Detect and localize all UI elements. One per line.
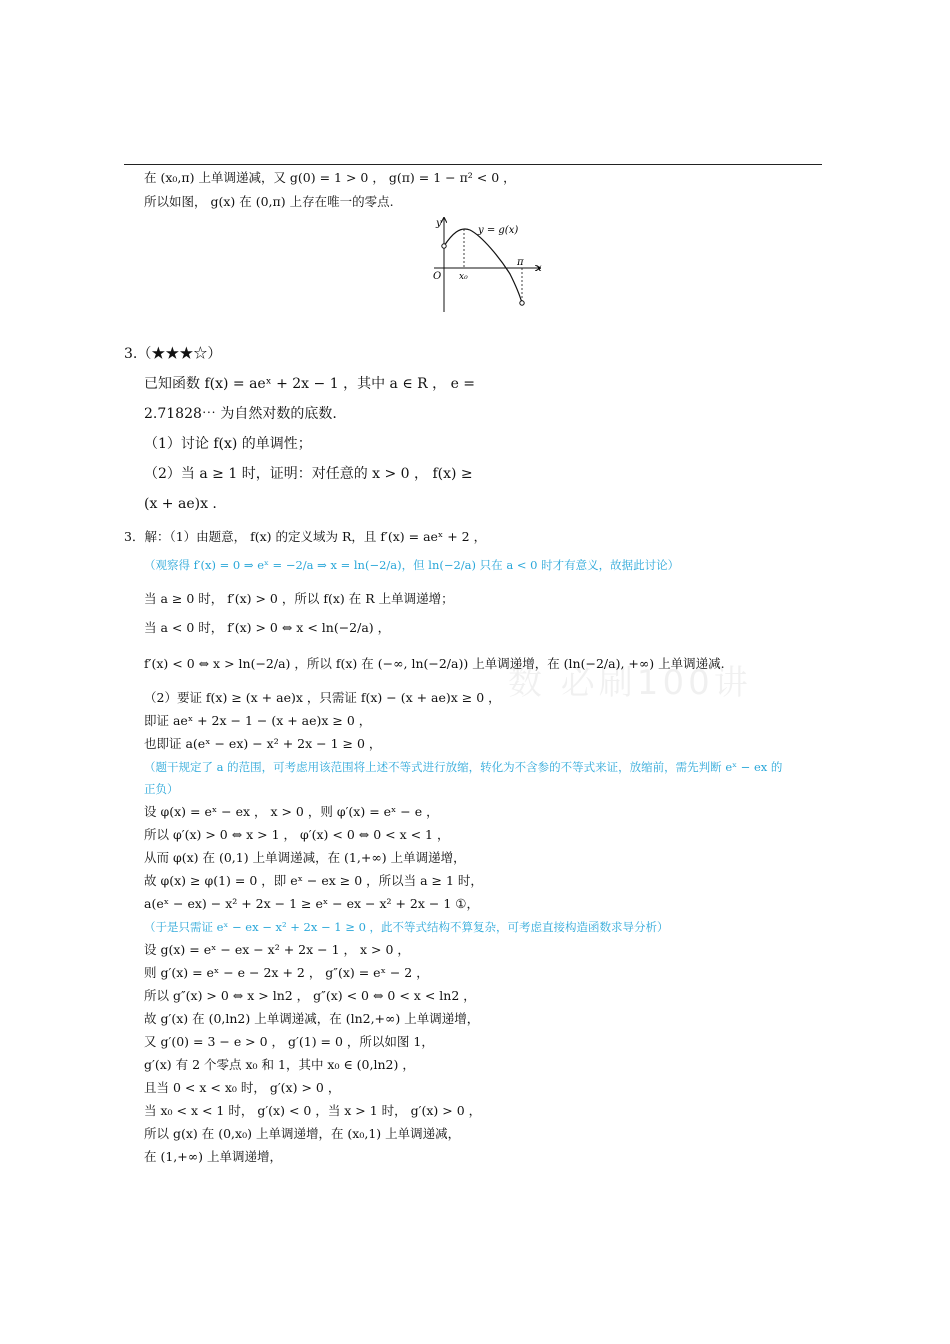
solution-line: 3．解：（1）由题意， f(x) 的定义域为 R，且 f′(x) = aeˣ + 2 ， (124, 529, 487, 544)
problem-line: （1）讨论 f(x) 的单调性； (144, 436, 312, 452)
function-graph (422, 214, 552, 314)
curve (444, 229, 522, 303)
solution-line: 在 (1,+∞) 上单调递增， (144, 1149, 283, 1164)
watermark: 数 必刷100讲 (508, 663, 752, 703)
solution-line: 所以 φ′(x) > 0 ⇔ x > 1 ， φ′(x) < 0 ⇔ 0 < x < 1 ， (144, 827, 450, 842)
solution-line: 故 g′(x) 在 (0,ln2) 上单调递减，在 (ln2,+∞) 上单调递增， (144, 1011, 480, 1026)
solution-note: （观察得 f′(x) = 0 ⇒ eˣ = −2/a ⇒ x = ln(−2/a)，但 ln(−2/a) 只在 a < 0 时才有意义，故据此讨论） (144, 558, 680, 572)
text-line: 在 (x₀,π) 上单调递减，又 g(0) = 1 > 0 ， g(π) = 1 − π² < 0 ， (144, 170, 516, 185)
solution-line: 即证 aeˣ + 2x − 1 − (x + ae)x ≥ 0 ， (144, 713, 372, 728)
solution-line: 设 φ(x) = eˣ − ex ， x > 0 ，则 φ′(x) = eˣ − e ， (144, 804, 439, 819)
solution-line: a(eˣ − ex) − x² + 2x − 1 ≥ eˣ − ex − x² + 2x − 1 ①， (144, 896, 479, 911)
pi-label: π (517, 257, 524, 268)
problem-line: 已知函数 f(x) = aeˣ + 2x − 1 ，其中 a ∈ R ， e = (144, 376, 476, 392)
solution-line: （2）要证 f(x) ≥ (x + ae)x ，只需证 f(x) − (x + ae)x ≥ 0 ， (144, 690, 501, 705)
problem-number: 3.（★★★☆） (124, 346, 222, 362)
origin-label: O (433, 271, 442, 282)
solution-note: （于是只需证 eˣ − ex − x² + 2x − 1 ≥ 0 ，此不等式结构不算复杂，可考虑直接构造函数求导分析） (144, 920, 669, 934)
x-axis-label: x (536, 263, 542, 274)
solution-line: 设 g(x) = eˣ − ex − x² + 2x − 1 ， x > 0 ， (144, 942, 410, 957)
solution-line: 又 g′(0) = 3 − e > 0 ， g′(1) = 0 ，所以如图 1， (144, 1034, 434, 1049)
solution-line: 且当 0 < x < x₀ 时， g′(x) > 0 ， (144, 1080, 341, 1095)
solution-line: g′(x) 有 2 个零点 x₀ 和 1，其中 x₀ ∈ (0,ln2) ， (144, 1057, 415, 1072)
open-point-left (442, 244, 446, 248)
problem-line: (x + ae)x . (144, 496, 217, 512)
solution-line: 从而 φ(x) 在 (0,1) 上单调递减，在 (1,+∞) 上单调递增， (144, 850, 466, 865)
header-rule (124, 164, 822, 165)
solution-line: 所以 g(x) 在 (0,x₀) 上单调递增，在 (x₀,1) 上单调递减， (144, 1126, 461, 1141)
solution-line: 也即证 a(eˣ − ex) − x² + 2x − 1 ≥ 0 ， (144, 736, 382, 751)
solution-note: 正负） (144, 782, 179, 796)
solution-line: 故 φ(x) ≥ φ(1) = 0 ，即 eˣ − ex ≥ 0 ，所以当 a ≥ 1 时， (144, 873, 483, 888)
solution-line: 当 a < 0 时， f′(x) > 0 ⇔ x < ln(−2/a) ， (144, 620, 391, 635)
curve-label: y = g(x) (478, 225, 519, 236)
problem-line: （2）当 a ≥ 1 时，证明：对任意的 x > 0 ， f(x) ≥ (144, 466, 473, 482)
solution-line: 当 x₀ < x < 1 时， g′(x) < 0 ，当 x > 1 时， g′(x) > 0 ， (144, 1103, 482, 1118)
text-line: 所以如图， g(x) 在 (0,π) 上存在唯一的零点. (144, 194, 394, 209)
solution-line: 所以 g″(x) > 0 ⇔ x > ln2 ， g″(x) < 0 ⇔ 0 < x < ln2 ， (144, 988, 476, 1003)
open-point-right (520, 301, 524, 305)
solution-note: （题干规定了 a 的范围，可考虑用该范围将上述不等式进行放缩，转化为不含参的不等式来证，放缩前，需先判断 eˣ − ex 的 (144, 760, 783, 774)
y-axis-label: y (436, 218, 442, 229)
problem-line: 2.71828⋯ 为自然对数的底数. (144, 406, 337, 422)
solution-line: 当 a ≥ 0 时， f′(x) > 0 ，所以 f(x) 在 R 上单调递增； (144, 591, 454, 606)
x0-label: x₀ (459, 272, 468, 282)
solution-line: f′(x) < 0 ⇔ x > ln(−2/a) ，所以 f(x) 在 (−∞, ln(−2/a)) 上单调递增，在 (ln(−2/a), +∞) 上单调递减. (144, 656, 725, 671)
solution-line: 则 g′(x) = eˣ − e − 2x + 2 ， g″(x) = eˣ − 2 ， (144, 965, 429, 980)
